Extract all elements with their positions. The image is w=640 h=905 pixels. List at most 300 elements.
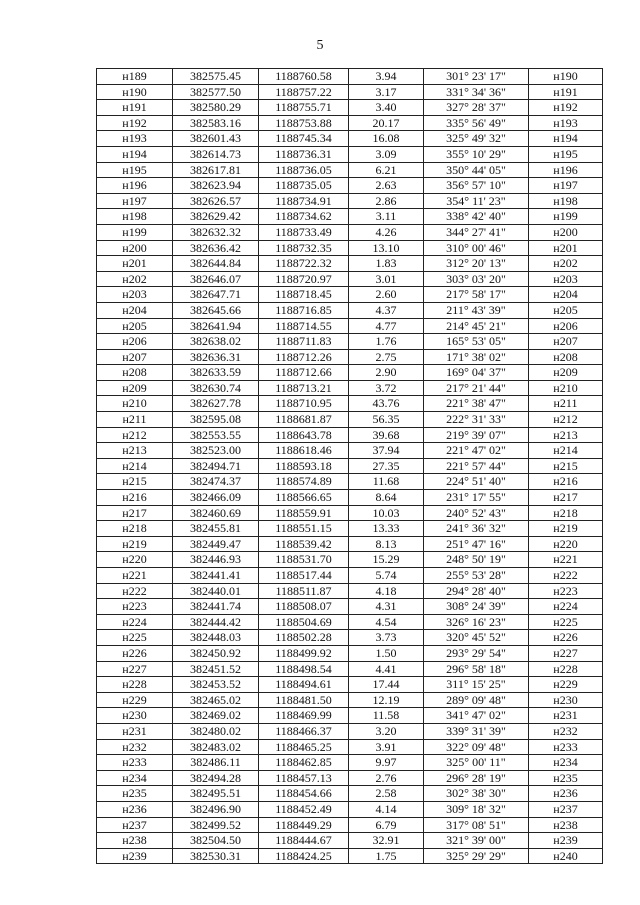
point-from-cell: н212 [97, 427, 173, 443]
y-coordinate-cell: 1188504.69 [259, 614, 349, 630]
table-row [97, 224, 603, 240]
point-to-cell: н215 [529, 458, 603, 474]
y-coordinate-cell: 1188508.07 [259, 599, 349, 615]
table-row [97, 661, 603, 677]
distance-cell: 3.09 [349, 146, 424, 162]
direction-angle-cell: 322° 09' 48" [424, 739, 529, 755]
y-coordinate-cell: 1188498.54 [259, 661, 349, 677]
x-coordinate-cell: 382617.81 [173, 162, 259, 178]
distance-cell: 2.60 [349, 287, 424, 303]
y-coordinate-cell: 1188643.78 [259, 427, 349, 443]
table-row [97, 817, 603, 833]
point-from-cell: н223 [97, 599, 173, 615]
direction-angle-cell: 325° 29' 29" [424, 848, 529, 864]
table-row [97, 162, 603, 178]
direction-angle-cell: 221° 57' 44" [424, 458, 529, 474]
x-coordinate-cell: 382465.02 [173, 692, 259, 708]
point-to-cell: н200 [529, 224, 603, 240]
point-from-cell: н194 [97, 146, 173, 162]
direction-angle-cell: 214° 45' 21" [424, 318, 529, 334]
table-row [97, 630, 603, 646]
point-to-cell: н204 [529, 287, 603, 303]
distance-cell: 4.54 [349, 614, 424, 630]
point-to-cell: н225 [529, 614, 603, 630]
point-to-cell: н238 [529, 817, 603, 833]
point-to-cell: н234 [529, 755, 603, 771]
y-coordinate-cell: 1188755.71 [259, 100, 349, 116]
y-coordinate-cell: 1188735.05 [259, 178, 349, 194]
direction-angle-cell: 356° 57' 10" [424, 178, 529, 194]
point-from-cell: н208 [97, 365, 173, 381]
y-coordinate-cell: 1188502.28 [259, 630, 349, 646]
x-coordinate-cell: 382623.94 [173, 178, 259, 194]
y-coordinate-cell: 1188712.26 [259, 349, 349, 365]
direction-angle-cell: 312° 20' 13" [424, 256, 529, 272]
point-from-cell: н199 [97, 224, 173, 240]
table-row [97, 131, 603, 147]
point-to-cell: н206 [529, 318, 603, 334]
x-coordinate-cell: 382627.78 [173, 396, 259, 412]
y-coordinate-cell: 1188499.92 [259, 645, 349, 661]
point-from-cell: н205 [97, 318, 173, 334]
y-coordinate-cell: 1188566.65 [259, 490, 349, 506]
y-coordinate-cell: 1188736.05 [259, 162, 349, 178]
point-from-cell: н234 [97, 770, 173, 786]
point-from-cell: н204 [97, 302, 173, 318]
y-coordinate-cell: 1188753.88 [259, 115, 349, 131]
x-coordinate-cell: 382645.66 [173, 302, 259, 318]
table-row [97, 380, 603, 396]
direction-angle-cell: 309° 18' 32" [424, 801, 529, 817]
direction-angle-cell: 217° 58' 17" [424, 287, 529, 303]
point-from-cell: н201 [97, 256, 173, 272]
x-coordinate-cell: 382530.31 [173, 848, 259, 864]
direction-angle-cell: 308° 24' 39" [424, 599, 529, 615]
x-coordinate-cell: 382494.28 [173, 770, 259, 786]
point-from-cell: н215 [97, 474, 173, 490]
table-row [97, 677, 603, 693]
point-to-cell: н235 [529, 770, 603, 786]
direction-angle-cell: 338° 42' 40" [424, 209, 529, 225]
x-coordinate-cell: 382440.01 [173, 583, 259, 599]
point-to-cell: н201 [529, 240, 603, 256]
y-coordinate-cell: 1188710.95 [259, 396, 349, 412]
table-row [97, 521, 603, 537]
point-from-cell: н235 [97, 786, 173, 802]
x-coordinate-cell: 382450.92 [173, 645, 259, 661]
point-to-cell: н229 [529, 677, 603, 693]
distance-cell: 1.83 [349, 256, 424, 272]
table-row [97, 302, 603, 318]
x-coordinate-cell: 382577.50 [173, 84, 259, 100]
x-coordinate-cell: 382595.08 [173, 412, 259, 428]
point-to-cell: н230 [529, 692, 603, 708]
x-coordinate-cell: 382483.02 [173, 739, 259, 755]
point-from-cell: н193 [97, 131, 173, 147]
point-to-cell: н237 [529, 801, 603, 817]
x-coordinate-cell: 382641.94 [173, 318, 259, 334]
point-from-cell: н207 [97, 349, 173, 365]
direction-angle-cell: 326° 16' 23" [424, 614, 529, 630]
y-coordinate-cell: 1188722.32 [259, 256, 349, 272]
distance-cell: 3.94 [349, 69, 424, 85]
x-coordinate-cell: 382644.84 [173, 256, 259, 272]
table-row [97, 692, 603, 708]
y-coordinate-cell: 1188757.22 [259, 84, 349, 100]
direction-angle-cell: 296° 28' 19" [424, 770, 529, 786]
point-to-cell: н222 [529, 568, 603, 584]
x-coordinate-cell: 382626.57 [173, 193, 259, 209]
distance-cell: 37.94 [349, 443, 424, 459]
boundary-coordinates-table [96, 68, 603, 864]
x-coordinate-cell: 382474.37 [173, 474, 259, 490]
point-to-cell: н194 [529, 131, 603, 147]
table-row [97, 84, 603, 100]
table-row [97, 833, 603, 849]
x-coordinate-cell: 382636.31 [173, 349, 259, 365]
table-row [97, 708, 603, 724]
point-to-cell: н211 [529, 396, 603, 412]
point-to-cell: н219 [529, 521, 603, 537]
point-to-cell: н221 [529, 552, 603, 568]
point-from-cell: н225 [97, 630, 173, 646]
distance-cell: 12.19 [349, 692, 424, 708]
table-row [97, 552, 603, 568]
direction-angle-cell: 211° 43' 39" [424, 302, 529, 318]
point-to-cell: н212 [529, 412, 603, 428]
direction-angle-cell: 217° 21' 44" [424, 380, 529, 396]
x-coordinate-cell: 382632.32 [173, 224, 259, 240]
distance-cell: 4.37 [349, 302, 424, 318]
table-row [97, 474, 603, 490]
point-to-cell: н208 [529, 349, 603, 365]
direction-angle-cell: 294° 28' 40" [424, 583, 529, 599]
y-coordinate-cell: 1188466.37 [259, 723, 349, 739]
y-coordinate-cell: 1188469.99 [259, 708, 349, 724]
point-from-cell: н221 [97, 568, 173, 584]
table-row [97, 240, 603, 256]
x-coordinate-cell: 382647.71 [173, 287, 259, 303]
x-coordinate-cell: 382553.55 [173, 427, 259, 443]
direction-angle-cell: 321° 39' 00" [424, 833, 529, 849]
point-to-cell: н227 [529, 645, 603, 661]
y-coordinate-cell: 1188681.87 [259, 412, 349, 428]
direction-angle-cell: 289° 09' 48" [424, 692, 529, 708]
table-row [97, 178, 603, 194]
point-from-cell: н214 [97, 458, 173, 474]
distance-cell: 3.17 [349, 84, 424, 100]
y-coordinate-cell: 1188452.49 [259, 801, 349, 817]
table-row [97, 427, 603, 443]
point-from-cell: н233 [97, 755, 173, 771]
x-coordinate-cell: 382496.90 [173, 801, 259, 817]
direction-angle-cell: 165° 53' 05" [424, 334, 529, 350]
table-row [97, 209, 603, 225]
point-from-cell: н230 [97, 708, 173, 724]
direction-angle-cell: 221° 38' 47" [424, 396, 529, 412]
direction-angle-cell: 231° 17' 55" [424, 490, 529, 506]
y-coordinate-cell: 1188711.83 [259, 334, 349, 350]
table-row [97, 786, 603, 802]
distance-cell: 3.91 [349, 739, 424, 755]
distance-cell: 13.10 [349, 240, 424, 256]
direction-angle-cell: 219° 39' 07" [424, 427, 529, 443]
point-from-cell: н236 [97, 801, 173, 817]
distance-cell: 43.76 [349, 396, 424, 412]
table-row [97, 412, 603, 428]
direction-angle-cell: 255° 53' 28" [424, 568, 529, 584]
x-coordinate-cell: 382504.50 [173, 833, 259, 849]
y-coordinate-cell: 1188574.89 [259, 474, 349, 490]
direction-angle-cell: 248° 50' 19" [424, 552, 529, 568]
x-coordinate-cell: 382575.45 [173, 69, 259, 85]
point-from-cell: н190 [97, 84, 173, 100]
y-coordinate-cell: 1188718.45 [259, 287, 349, 303]
table-row [97, 583, 603, 599]
distance-cell: 2.63 [349, 178, 424, 194]
point-from-cell: н231 [97, 723, 173, 739]
table-row [97, 115, 603, 131]
x-coordinate-cell: 382460.69 [173, 505, 259, 521]
direction-angle-cell: 171° 38' 02" [424, 349, 529, 365]
table-row [97, 287, 603, 303]
direction-angle-cell: 241° 36' 32" [424, 521, 529, 537]
y-coordinate-cell: 1188424.25 [259, 848, 349, 864]
y-coordinate-cell: 1188732.35 [259, 240, 349, 256]
distance-cell: 27.35 [349, 458, 424, 474]
x-coordinate-cell: 382451.52 [173, 661, 259, 677]
table-row [97, 458, 603, 474]
point-from-cell: н232 [97, 739, 173, 755]
point-from-cell: н197 [97, 193, 173, 209]
direction-angle-cell: 221° 47' 02" [424, 443, 529, 459]
y-coordinate-cell: 1188716.85 [259, 302, 349, 318]
y-coordinate-cell: 1188551.15 [259, 521, 349, 537]
point-from-cell: н198 [97, 209, 173, 225]
x-coordinate-cell: 382495.51 [173, 786, 259, 802]
distance-cell: 11.58 [349, 708, 424, 724]
table-row [97, 536, 603, 552]
direction-angle-cell: 317° 08' 51" [424, 817, 529, 833]
table-row [97, 318, 603, 334]
point-to-cell: н233 [529, 739, 603, 755]
point-to-cell: н190 [529, 69, 603, 85]
point-to-cell: н239 [529, 833, 603, 849]
table-row [97, 146, 603, 162]
table-row [97, 334, 603, 350]
x-coordinate-cell: 382469.02 [173, 708, 259, 724]
y-coordinate-cell: 1188559.91 [259, 505, 349, 521]
point-to-cell: н228 [529, 661, 603, 677]
y-coordinate-cell: 1188481.50 [259, 692, 349, 708]
distance-cell: 11.68 [349, 474, 424, 490]
direction-angle-cell: 240° 52' 43" [424, 505, 529, 521]
distance-cell: 4.31 [349, 599, 424, 615]
table-row [97, 723, 603, 739]
direction-angle-cell: 303° 03' 20" [424, 271, 529, 287]
direction-angle-cell: 355° 10' 29" [424, 146, 529, 162]
y-coordinate-cell: 1188494.61 [259, 677, 349, 693]
point-from-cell: н191 [97, 100, 173, 116]
table-row [97, 69, 603, 85]
table-row [97, 739, 603, 755]
point-from-cell: н217 [97, 505, 173, 521]
table-row [97, 599, 603, 615]
table-row [97, 645, 603, 661]
x-coordinate-cell: 382646.07 [173, 271, 259, 287]
direction-angle-cell: 296° 58' 18" [424, 661, 529, 677]
point-to-cell: н196 [529, 162, 603, 178]
point-to-cell: н198 [529, 193, 603, 209]
direction-angle-cell: 350° 44' 05" [424, 162, 529, 178]
x-coordinate-cell: 382444.42 [173, 614, 259, 630]
x-coordinate-cell: 382601.43 [173, 131, 259, 147]
direction-angle-cell: 302° 38' 30" [424, 786, 529, 802]
point-from-cell: н220 [97, 552, 173, 568]
point-from-cell: н210 [97, 396, 173, 412]
direction-angle-cell: 222° 31' 33" [424, 412, 529, 428]
direction-angle-cell: 310° 00' 46" [424, 240, 529, 256]
direction-angle-cell: 327° 28' 37" [424, 100, 529, 116]
y-coordinate-cell: 1188465.25 [259, 739, 349, 755]
point-from-cell: н216 [97, 490, 173, 506]
point-to-cell: н226 [529, 630, 603, 646]
distance-cell: 5.74 [349, 568, 424, 584]
distance-cell: 56.35 [349, 412, 424, 428]
direction-angle-cell: 344° 27' 41" [424, 224, 529, 240]
point-to-cell: н217 [529, 490, 603, 506]
y-coordinate-cell: 1188517.44 [259, 568, 349, 584]
x-coordinate-cell: 382446.93 [173, 552, 259, 568]
direction-angle-cell: 325° 49' 32" [424, 131, 529, 147]
distance-cell: 1.50 [349, 645, 424, 661]
point-to-cell: н192 [529, 100, 603, 116]
point-from-cell: н229 [97, 692, 173, 708]
distance-cell: 4.41 [349, 661, 424, 677]
y-coordinate-cell: 1188531.70 [259, 552, 349, 568]
distance-cell: 4.18 [349, 583, 424, 599]
y-coordinate-cell: 1188462.85 [259, 755, 349, 771]
point-to-cell: н213 [529, 427, 603, 443]
distance-cell: 1.75 [349, 848, 424, 864]
x-coordinate-cell: 382630.74 [173, 380, 259, 396]
distance-cell: 3.73 [349, 630, 424, 646]
distance-cell: 6.21 [349, 162, 424, 178]
page-number: 5 [316, 38, 324, 53]
x-coordinate-cell: 382441.41 [173, 568, 259, 584]
x-coordinate-cell: 382455.81 [173, 521, 259, 537]
point-from-cell: н206 [97, 334, 173, 350]
direction-angle-cell: 341° 47' 02" [424, 708, 529, 724]
point-to-cell: н195 [529, 146, 603, 162]
point-to-cell: н231 [529, 708, 603, 724]
point-from-cell: н239 [97, 848, 173, 864]
point-from-cell: н211 [97, 412, 173, 428]
point-from-cell: н196 [97, 178, 173, 194]
point-to-cell: н220 [529, 536, 603, 552]
distance-cell: 3.72 [349, 380, 424, 396]
direction-angle-cell: 301° 23' 17" [424, 69, 529, 85]
point-to-cell: н199 [529, 209, 603, 225]
x-coordinate-cell: 382453.52 [173, 677, 259, 693]
y-coordinate-cell: 1188720.97 [259, 271, 349, 287]
x-coordinate-cell: 382580.29 [173, 100, 259, 116]
distance-cell: 3.11 [349, 209, 424, 225]
point-from-cell: н203 [97, 287, 173, 303]
point-to-cell: н193 [529, 115, 603, 131]
distance-cell: 2.75 [349, 349, 424, 365]
direction-angle-cell: 339° 31' 39" [424, 723, 529, 739]
table-row [97, 505, 603, 521]
table-row [97, 193, 603, 209]
x-coordinate-cell: 382486.11 [173, 755, 259, 771]
distance-cell: 4.14 [349, 801, 424, 817]
point-from-cell: н226 [97, 645, 173, 661]
distance-cell: 39.68 [349, 427, 424, 443]
point-from-cell: н222 [97, 583, 173, 599]
distance-cell: 2.86 [349, 193, 424, 209]
distance-cell: 3.01 [349, 271, 424, 287]
distance-cell: 6.79 [349, 817, 424, 833]
distance-cell: 2.76 [349, 770, 424, 786]
distance-cell: 3.40 [349, 100, 424, 116]
point-from-cell: н192 [97, 115, 173, 131]
direction-angle-cell: 251° 47' 16" [424, 536, 529, 552]
direction-angle-cell: 224° 51' 40" [424, 474, 529, 490]
point-to-cell: н240 [529, 848, 603, 864]
point-from-cell: н213 [97, 443, 173, 459]
point-from-cell: н219 [97, 536, 173, 552]
x-coordinate-cell: 382494.71 [173, 458, 259, 474]
x-coordinate-cell: 382523.00 [173, 443, 259, 459]
distance-cell: 20.17 [349, 115, 424, 131]
point-from-cell: н238 [97, 833, 173, 849]
point-from-cell: н224 [97, 614, 173, 630]
y-coordinate-cell: 1188745.34 [259, 131, 349, 147]
distance-cell: 16.08 [349, 131, 424, 147]
x-coordinate-cell: 382583.16 [173, 115, 259, 131]
distance-cell: 2.90 [349, 365, 424, 381]
point-to-cell: н197 [529, 178, 603, 194]
x-coordinate-cell: 382480.02 [173, 723, 259, 739]
distance-cell: 13.33 [349, 521, 424, 537]
x-coordinate-cell: 382449.47 [173, 536, 259, 552]
table-row [97, 770, 603, 786]
direction-angle-cell: 335° 56' 49" [424, 115, 529, 131]
point-from-cell: н228 [97, 677, 173, 693]
distance-cell: 32.91 [349, 833, 424, 849]
direction-angle-cell: 354° 11' 23" [424, 193, 529, 209]
y-coordinate-cell: 1188713.21 [259, 380, 349, 396]
direction-angle-cell: 325° 00' 11" [424, 755, 529, 771]
point-to-cell: н209 [529, 365, 603, 381]
x-coordinate-cell: 382499.52 [173, 817, 259, 833]
y-coordinate-cell: 1188734.62 [259, 209, 349, 225]
table-row [97, 443, 603, 459]
point-from-cell: н202 [97, 271, 173, 287]
table-row [97, 256, 603, 272]
point-from-cell: н189 [97, 69, 173, 85]
table-row [97, 271, 603, 287]
y-coordinate-cell: 1188454.66 [259, 786, 349, 802]
y-coordinate-cell: 1188511.87 [259, 583, 349, 599]
table-row [97, 349, 603, 365]
point-to-cell: н202 [529, 256, 603, 272]
table-row [97, 365, 603, 381]
point-to-cell: н210 [529, 380, 603, 396]
point-to-cell: н216 [529, 474, 603, 490]
y-coordinate-cell: 1188457.13 [259, 770, 349, 786]
